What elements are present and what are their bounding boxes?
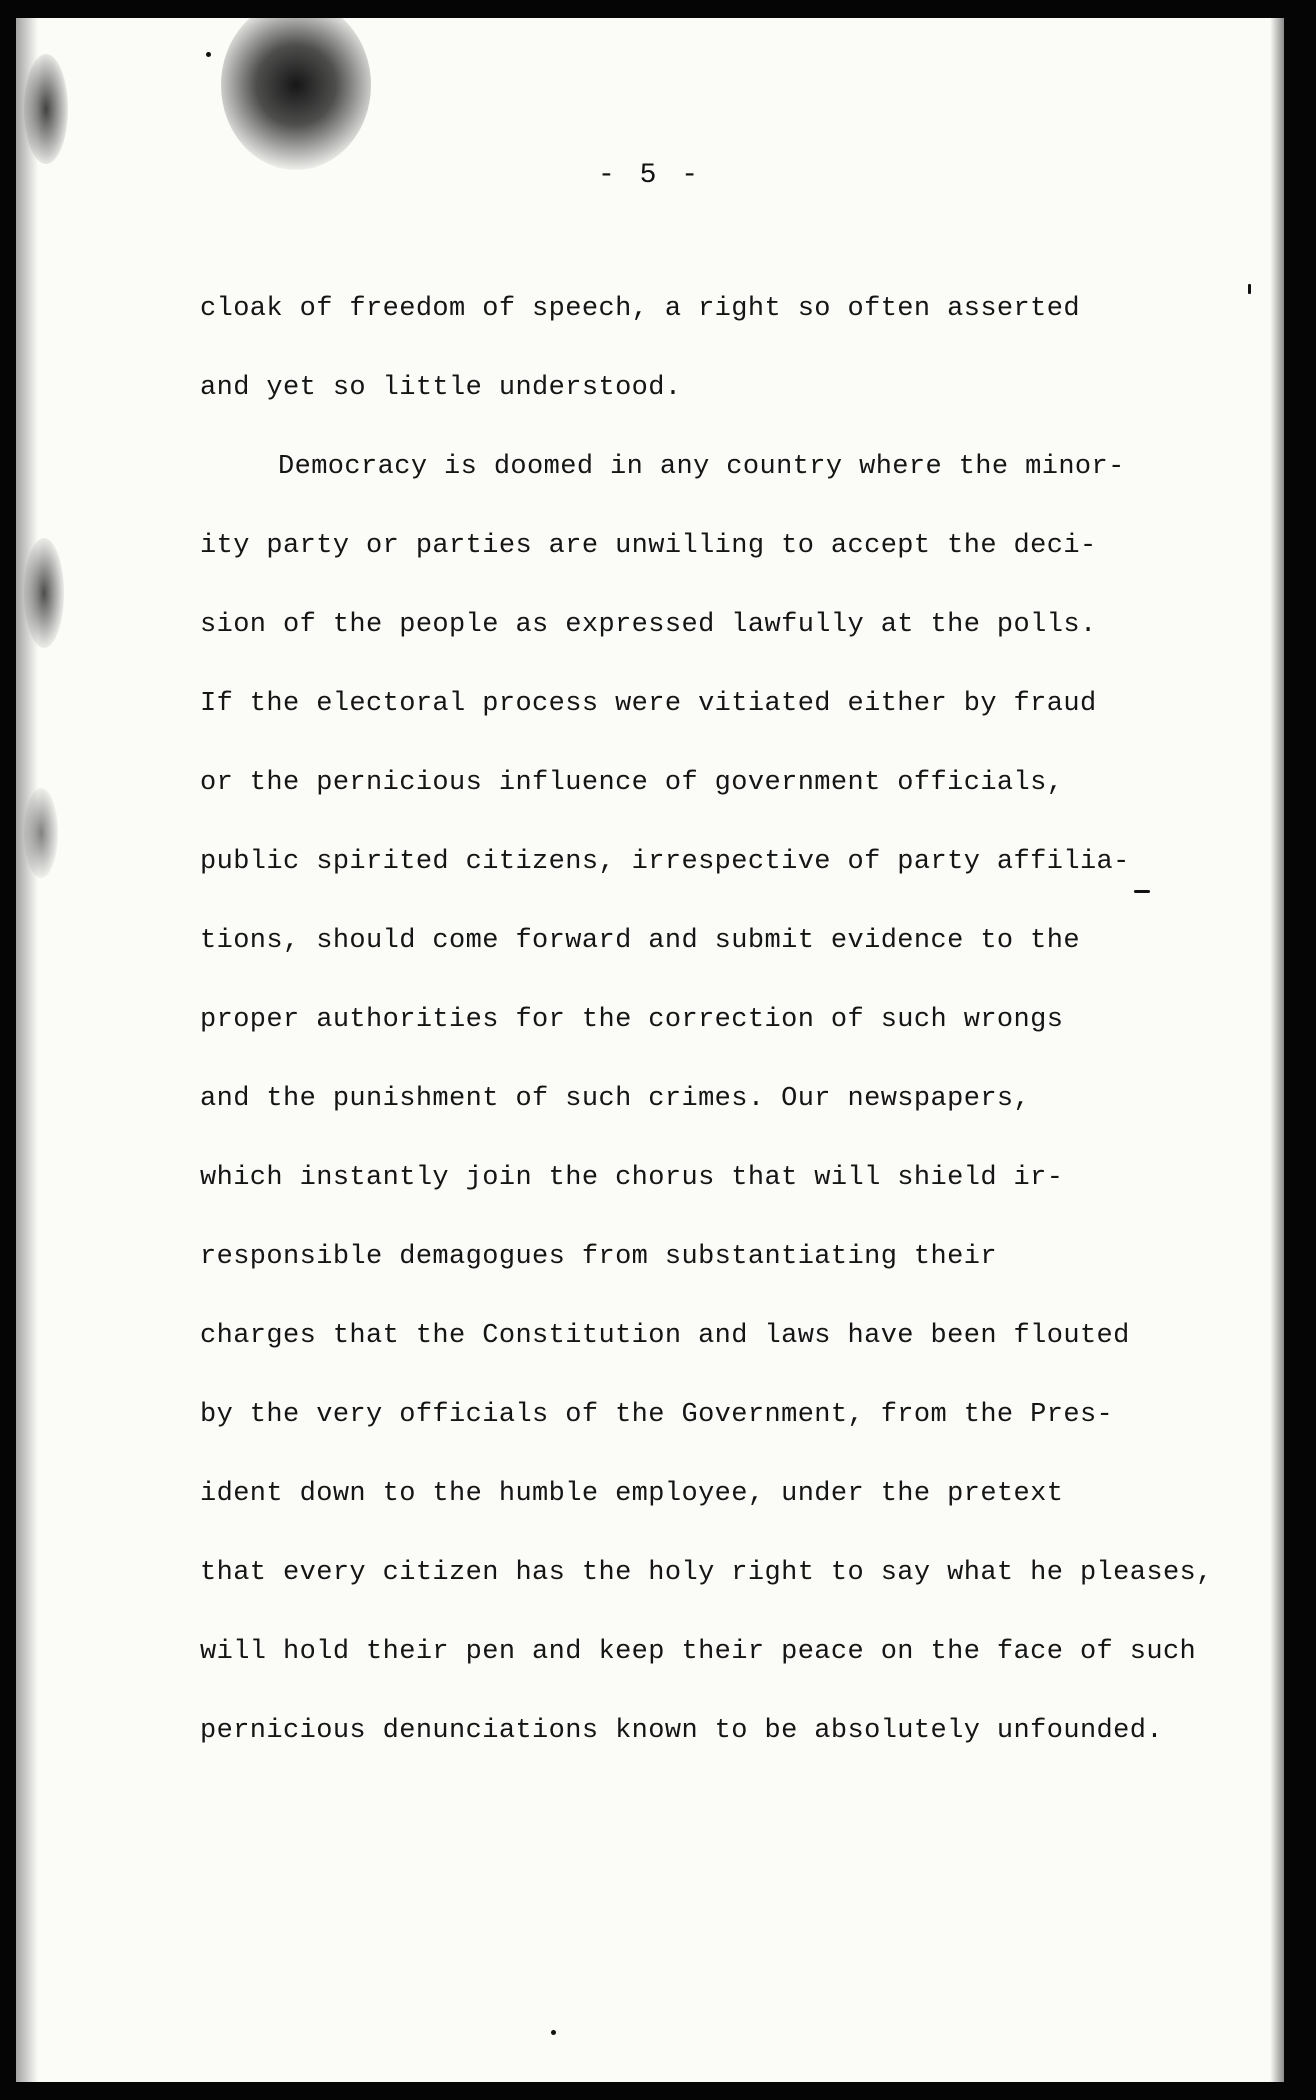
text-line: public spirited citizens, irrespective of party affilia- bbox=[200, 847, 1130, 877]
text-line: ident down to the humble employee, under the pretext bbox=[200, 1479, 1064, 1509]
text-line: charges that the Constitution and laws have been flouted bbox=[200, 1321, 1130, 1351]
text-line: that every citizen has the holy right to say what he pleases, bbox=[200, 1558, 1213, 1588]
text-line: will hold their pen and keep their peace on the face of such bbox=[200, 1637, 1197, 1667]
body-text bbox=[200, 270, 1213, 1771]
ink-smudge bbox=[24, 54, 68, 164]
text-line: If the electoral process were vitiated either by fraud bbox=[200, 689, 1097, 719]
ink-dot bbox=[206, 52, 211, 57]
text-line: responsible demagogues from substantiating their bbox=[200, 1242, 997, 1272]
text-line: and yet so little understood. bbox=[200, 373, 682, 403]
scan-edge-left bbox=[16, 18, 38, 2082]
ink-mark bbox=[1248, 284, 1251, 294]
ink-smudge bbox=[24, 788, 58, 878]
text-line: and the punishment of such crimes. Our newspapers, bbox=[200, 1084, 1031, 1114]
document-page bbox=[16, 18, 1284, 2082]
text-line: Democracy is doomed in any country where the minor- bbox=[278, 452, 1125, 482]
text-line: proper authorities for the correction of such wrongs bbox=[200, 1005, 1064, 1035]
ink-dot bbox=[551, 2030, 556, 2035]
text-line: ity party or parties are unwilling to accept the deci- bbox=[200, 531, 1097, 561]
text-line: tions, should come forward and submit evidence to the bbox=[200, 926, 1080, 956]
text-line: cloak of freedom of speech, a right so often asserted bbox=[200, 294, 1080, 324]
scan-edge-right bbox=[1270, 18, 1284, 2082]
page-number: - 5 - bbox=[597, 160, 702, 191]
text-line: or the pernicious influence of government officials, bbox=[200, 768, 1064, 798]
text-line: by the very officials of the Government, from the Pres- bbox=[200, 1400, 1114, 1430]
text-line: sion of the people as expressed lawfully at the polls. bbox=[200, 610, 1097, 640]
ink-smudge bbox=[221, 18, 371, 170]
text-line: pernicious denunciations known to be absolutely unfounded. bbox=[200, 1716, 1163, 1746]
text-line: which instantly join the chorus that will shield ir- bbox=[200, 1163, 1064, 1193]
ink-smudge bbox=[24, 538, 64, 648]
